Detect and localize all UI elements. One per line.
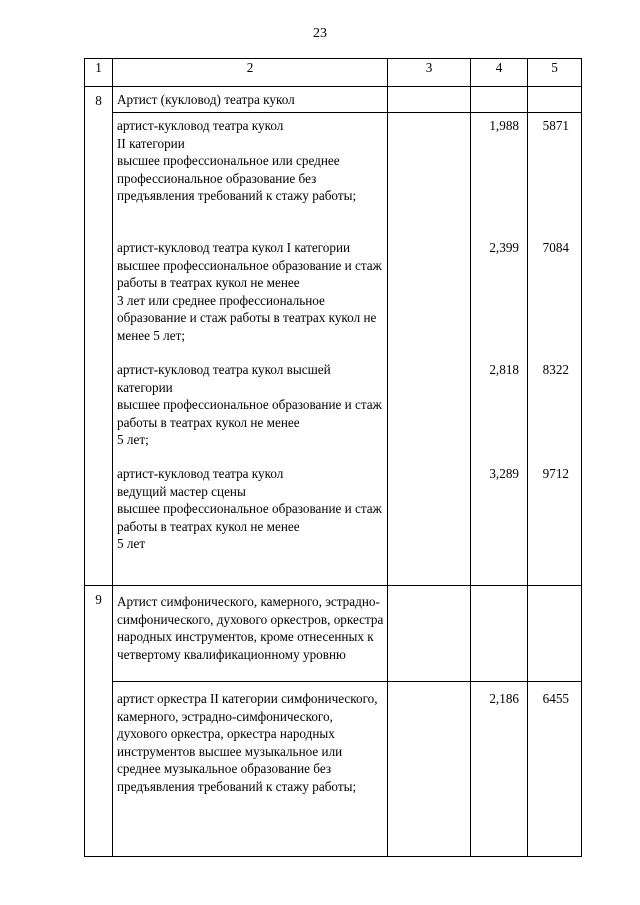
entry-8-3-text: артист-кукловод театра кукол высшей категории высшее профессиональное образование и стаж работы в театрах кукол не менее 5 лет;: [117, 362, 382, 447]
group-8-entries: [113, 113, 388, 586]
entry-8-4-coef: 3,289: [489, 466, 519, 481]
group-9-entries-col3: [388, 682, 471, 857]
group-8-col3: [388, 87, 471, 113]
entry-9-1-coef: 2,186: [471, 682, 528, 857]
group-9-col4: [471, 586, 528, 682]
header-col-2: 2: [113, 59, 388, 87]
entry-8-3-salary: 8322: [542, 362, 569, 377]
entry-8-2-text: артист-кукловод театра кукол I категории высшее профессиональное образование и стаж работы в театрах кукол не менее 3 лет или среднее профессиональное образование и стаж работы в театрах кукол не менее 5 лет;: [117, 240, 382, 343]
group-8-title: Артист (кукловод) театра кукол: [113, 87, 388, 113]
group-8-col5: [528, 87, 582, 113]
entry-9-1-text: артист оркестра II категории симфонического, камерного, эстрадно-симфонического, духового оркестра, оркестра народных инструментов высшее музыкальное или среднее музыкальное образование без предъявления требований к стажу работы;: [113, 682, 388, 857]
entry-9-1-salary: 6455: [528, 682, 582, 857]
entry-8-4-text: артист-кукловод театра кукол ведущий мастер сцены высшее профессиональное образование и стаж работы в театрах кукол не менее 5 лет: [117, 466, 382, 551]
entry-8-2-salary: 7084: [542, 240, 569, 255]
group-9-title: Артист симфонического, камерного, эстрадно-симфонического, духового оркестров, оркестра народных инструментов, кроме отнесенных к четвертому квалификационному уровню: [113, 586, 388, 682]
group-9-title-row: [85, 586, 582, 682]
group-9-number: 9: [85, 586, 113, 682]
group-9-entries-row: [85, 682, 582, 857]
header-col-5: 5: [528, 59, 582, 87]
group-9-col5: [528, 586, 582, 682]
entry-8-1-coef: 1,988: [489, 118, 519, 133]
entry-8-2-coef: 2,399: [489, 240, 519, 255]
header-col-4: 4: [471, 59, 528, 87]
header-row: [85, 59, 582, 87]
qualification-table: [84, 58, 582, 857]
entry-8-1-text: артист-кукловод театра кукол II категории высшее профессиональное или среднее профессиональное образование без предъявления требований к стажу работы;: [117, 118, 357, 203]
entry-8-4-salary: 9712: [542, 466, 569, 481]
group-8-title-row: [85, 87, 582, 113]
group-8-col4: [471, 87, 528, 113]
group-8-entries-row: [85, 113, 582, 586]
group-8-salaries: [528, 113, 582, 586]
group-8-entries-col3: [388, 113, 471, 586]
group-8-number: 8: [85, 87, 113, 113]
entry-8-3-coef: 2,818: [489, 362, 519, 377]
group-9-number-cont: [85, 682, 113, 857]
header-col-3: 3: [388, 59, 471, 87]
group-9-col3: [388, 586, 471, 682]
entry-8-1-salary: 5871: [542, 118, 569, 133]
group-8-coefs: [471, 113, 528, 586]
page-number: 23: [313, 26, 327, 41]
header-col-1: 1: [85, 59, 113, 87]
group-8-number-cont: [85, 113, 113, 586]
